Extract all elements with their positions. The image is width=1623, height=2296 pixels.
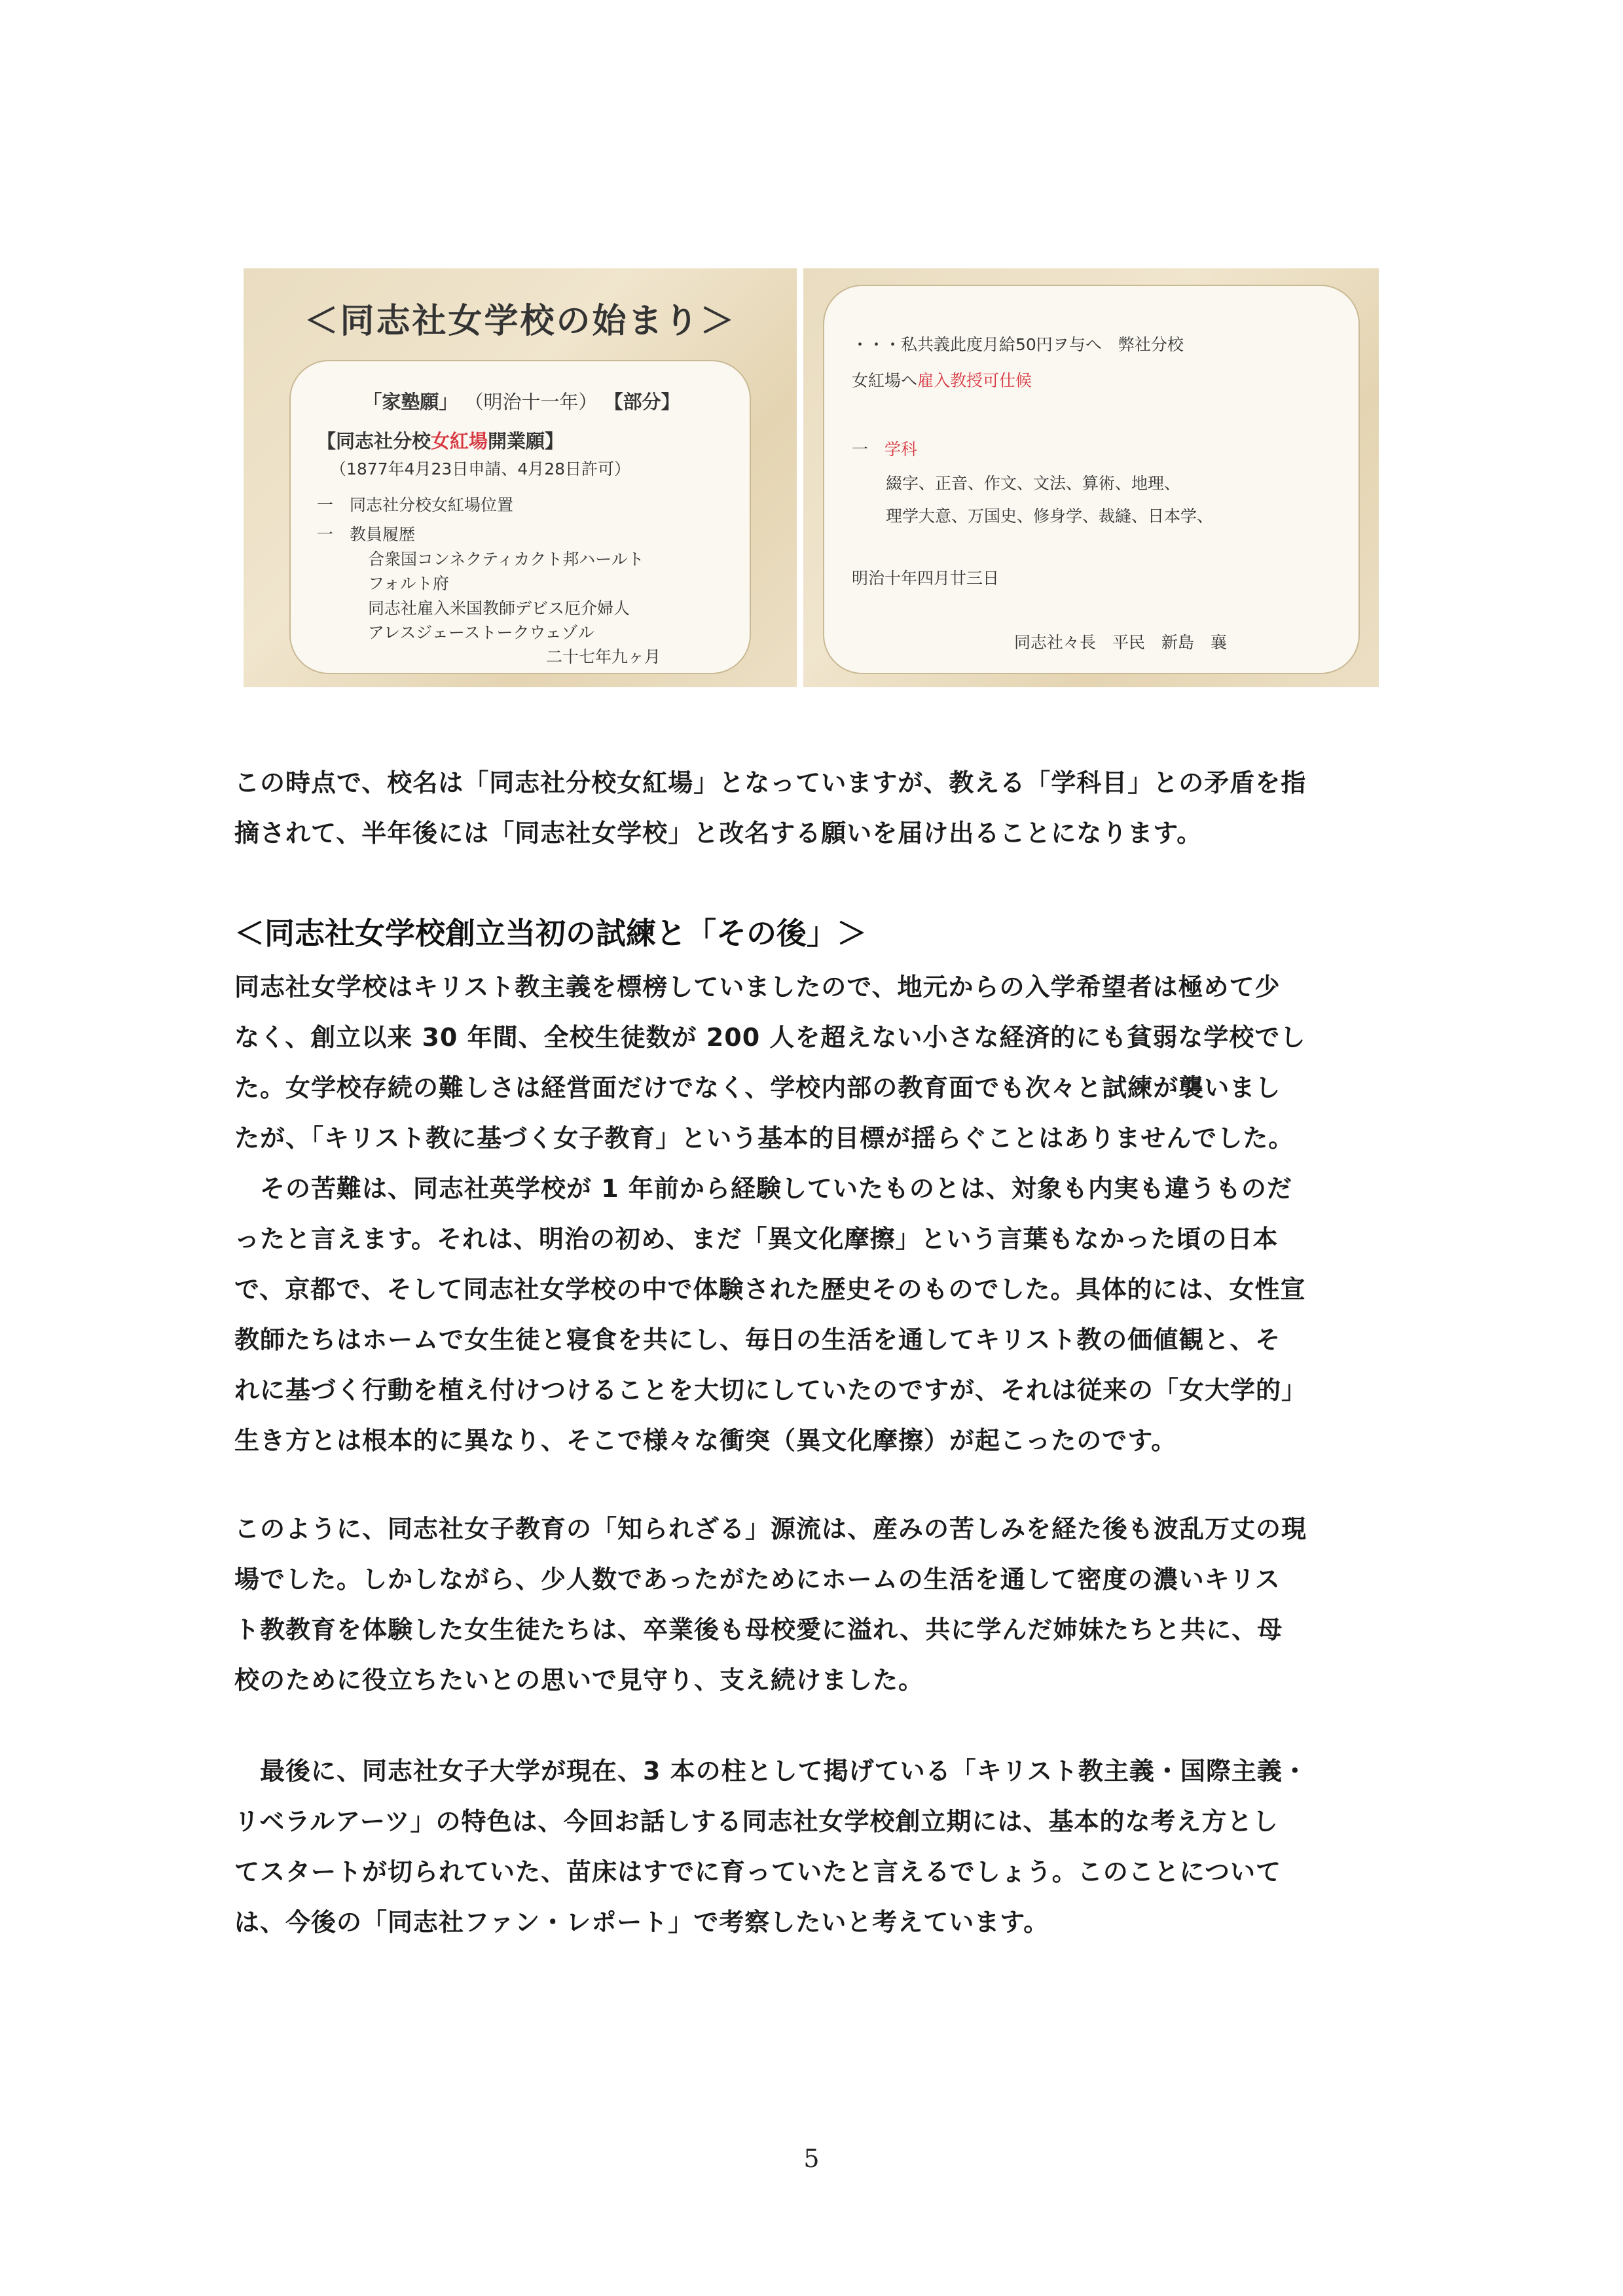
- section-heading: ＜同志社女学校創立当初の試練と「その後」＞: [234, 916, 867, 951]
- slide-card-heading: 「家塾願」 （明治十一年） 【部分】: [363, 391, 680, 413]
- slide-line: フォルト府: [368, 574, 449, 593]
- slide-line: （1877年4月23日申請、4月28日許可）: [330, 459, 631, 478]
- slide-line: 【同志社分校女紅場開業願】: [317, 430, 564, 452]
- slide-line: 一 学科: [852, 440, 918, 459]
- slide-line: 合衆国コンネクティカクト邦ハールト: [368, 550, 644, 569]
- slide-image-school-origin: [244, 268, 797, 687]
- slide-line: 理学大意、万国史、修身学、裁縫、日本学、: [886, 507, 1214, 526]
- slide-card: [823, 285, 1360, 674]
- document-images: [244, 268, 1379, 687]
- slide-line: 二十七年九ヶ月: [546, 647, 661, 666]
- slide-line: 同志社雇入米国教師デビス厄介婦人: [368, 599, 630, 618]
- slide-line: 一 同志社分校女紅場位置: [317, 495, 514, 514]
- paragraph-conclusion: 最後に、同志社女子大学が現在、3 本の柱として掲げている「キリスト教主義・国際主義・ リベラルアーツ」の特色は、今回お話しする同志社女学校創立期には、基本的な考え方とし てスタートが切られていた、苗床はすでに育っていたと言えるでしょう。このことについて は、今後の「同志社ファン・レポート」で考察したいと考えています。: [234, 1757, 1308, 1937]
- slide-line: 明治十年四月廿三日: [852, 569, 1000, 588]
- slide-line: 綴字、正音、作文、文法、算術、地理、: [886, 474, 1181, 493]
- paragraph-origins: このように、同志社女子教育の「知られざる」源流は、産みの苦しみを経た後も波乱万丈の現 場でした。しかしながら、少人数であったがためにホームの生活を通して密度の濃いキリス ト教教育を体験した女生徒たちは、卒業後も母校愛に溢れ、共に学んだ姉妹たちと共に、母 校のために役立ちたいとの思いで見守り、支え続けました。: [234, 1515, 1307, 1695]
- slide-image-application-text: [803, 268, 1379, 687]
- slide-line: 同志社々長 平民 新島 襄: [1014, 633, 1228, 652]
- slide-card: [289, 360, 751, 674]
- slide-line: ・・・私共義此度月給50円ヲ与へ 弊社分校: [852, 335, 1184, 354]
- slide-line: 女紅場へ雇入教授可仕候: [852, 371, 1032, 390]
- slide-line: 一 教員履歴: [317, 525, 416, 544]
- paragraph-trials: 同志社女学校はキリスト教主義を標榜していましたので、地元からの入学希望者は極めて少 なく、創立以来 30 年間、全校生徒数が 200 人を超えない小さな経済的にも貧弱な学校でし た。女学校存続の難しさは経営面だけでなく、学校内部の教育面でも次々と試練が襲いまし たが、「キリスト教に基づく女子教育」という基本的目標が揺らぐことはありませんでした。 その苦難は、同志社英学校が 1 年前から経験していたものとは、対象も内実も違うものだ ったと言えます。それは、明治の初め、まだ「異文化摩擦」という言葉もなかった頃の日本 で、京都で、そして同志社女学校の中で体験された歴史そのものでした。具体的には、女性宣 教師たちはホームで女生徒と寝食を共にし、毎日の生活を通してキリスト教の価値観と、そ れに基づく行動を植え付けつけることを大切にしていたのですが、それは従来の「女大学的」 生き方とは根本的に異なり、そこで様々な衝突（異文化摩擦）が起こったのです。: [234, 973, 1307, 1455]
- paragraph-school-name: この時点で、校名は「同志社分校女紅場」となっていますが、教える「学科目」との矛盾を指 摘されて、半年後には「同志社女学校」と改名する願いを届け出ることになります。: [234, 768, 1307, 848]
- slide-title: ＜同志社女学校の始まり＞: [304, 302, 737, 341]
- page-number: 5: [803, 2144, 820, 2173]
- slide-line: アレスジェーストークウェゾル: [368, 623, 594, 642]
